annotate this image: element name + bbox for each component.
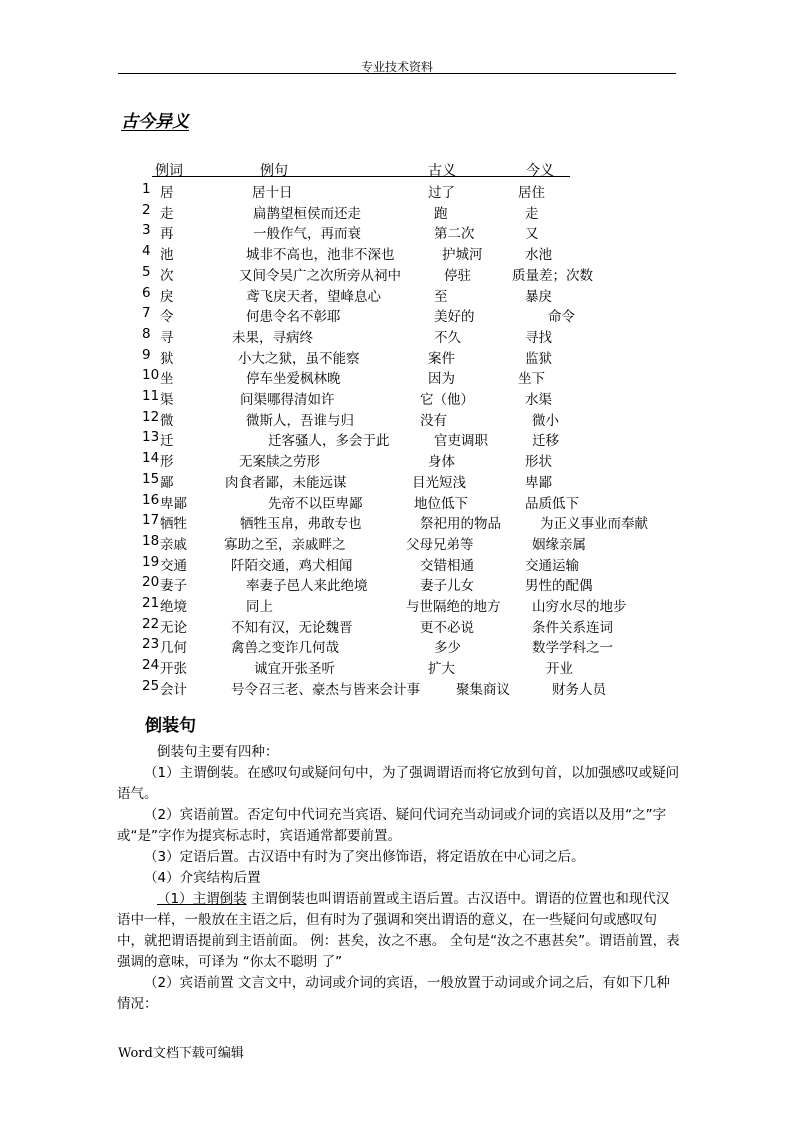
row-number: 21 xyxy=(142,595,160,611)
row-ancient-meaning: 不久 xyxy=(434,329,461,346)
row-number: 25 xyxy=(142,677,160,694)
row-modern-meaning: 形状 xyxy=(525,454,552,471)
row-word: 次 xyxy=(160,267,174,284)
row-word: 池 xyxy=(160,247,174,264)
paragraph-prepositional-postposed: （4）介宾结构后置 xyxy=(144,870,261,886)
row-modern-meaning: 又 xyxy=(525,226,539,243)
table-row xyxy=(0,492,794,513)
row-modern-meaning: 男性的配偶 xyxy=(525,578,593,595)
row-word: 卑鄙 xyxy=(160,495,187,512)
row-modern-meaning: 姻缘亲属 xyxy=(532,536,586,553)
row-ancient-meaning: 父母兄弟等 xyxy=(406,536,474,553)
row-example: 无案牍之劳形 xyxy=(239,454,320,471)
table-row xyxy=(0,554,794,575)
row-ancient-meaning: 地位低下 xyxy=(414,495,468,512)
row-word: 寻 xyxy=(160,329,174,346)
row-modern-meaning: 交通运输 xyxy=(525,557,579,574)
table-row xyxy=(0,471,794,492)
row-example: 居十日 xyxy=(252,185,293,201)
table-row xyxy=(0,636,794,657)
table-row xyxy=(0,574,794,595)
row-example: 停车坐爱枫林晚 xyxy=(246,371,341,388)
row-word: 鄙 xyxy=(160,474,174,491)
table-row xyxy=(0,450,794,471)
row-word: 形 xyxy=(160,454,174,471)
row-ancient-meaning: 至 xyxy=(434,288,448,305)
header-rule xyxy=(118,73,676,74)
row-example: 寡助之至，亲戚畔之 xyxy=(224,536,346,553)
row-word: 牺牲 xyxy=(160,516,187,533)
row-ancient-meaning: 案件 xyxy=(428,350,455,367)
row-word: 无论 xyxy=(160,619,187,636)
row-ancient-meaning: 美好的 xyxy=(434,309,475,326)
row-ancient-meaning: 过了 xyxy=(428,185,455,201)
row-example: 同上 xyxy=(246,599,273,615)
row-word: 几何 xyxy=(160,640,187,657)
row-example: 微斯人，吾谁与归 xyxy=(246,412,354,429)
row-ancient-meaning: 它（他） xyxy=(420,392,474,408)
table-row xyxy=(0,367,794,388)
row-modern-meaning: 迁移 xyxy=(532,433,559,450)
row-number: 9 xyxy=(142,346,151,363)
row-example: 禽兽之变诈几何哉 xyxy=(231,640,339,657)
paragraph-object-preposed-detail: （2）宾语前置 文言文中，动词或介词的宾语，一般放置于动词或介词之后，有如下几种情况： xyxy=(117,975,670,1012)
row-modern-meaning: 财务人员 xyxy=(552,681,606,698)
row-modern-meaning: 微小 xyxy=(532,412,559,429)
table-row xyxy=(0,285,794,306)
table-row xyxy=(0,181,794,202)
row-example: 先帝不以臣卑鄙 xyxy=(268,495,363,512)
row-number: 11 xyxy=(142,388,160,404)
table-row xyxy=(0,222,794,243)
row-example: 未果，寻病终 xyxy=(232,329,313,346)
row-number: 12 xyxy=(142,408,160,425)
table-row xyxy=(0,533,794,554)
row-example: 城非不高也，池非不深也 xyxy=(246,247,395,264)
row-word: 绝境 xyxy=(160,599,187,615)
section-title-ancient-modern: 古今异义 xyxy=(121,112,189,132)
row-number: 23 xyxy=(142,636,160,653)
table-row xyxy=(0,429,794,450)
table-row xyxy=(0,243,794,264)
row-word: 再 xyxy=(160,226,174,243)
col-header-example: 例句 xyxy=(260,163,288,179)
row-word: 狱 xyxy=(160,350,174,367)
section-title-inversion: 倒装句 xyxy=(145,716,196,736)
paragraph-subject-predicate: （1）主谓倒装。在感叹句或疑问句中，为了强调谓语而将它放到句首，以加强感叹或疑问语气。 xyxy=(117,765,680,802)
table-header-rule xyxy=(152,176,570,177)
row-example: 阡陌交通，鸡犬相闻 xyxy=(231,557,353,574)
row-example: 肉食者鄙，未能远谋 xyxy=(225,474,347,491)
row-word: 居 xyxy=(160,185,174,201)
inversion-text xyxy=(117,742,681,1015)
row-ancient-meaning: 与世隔绝的地方 xyxy=(406,599,501,615)
row-modern-meaning: 卑鄙 xyxy=(525,474,552,491)
row-number: 24 xyxy=(142,657,160,674)
page-footer: Word文档下载可编辑 xyxy=(118,1046,244,1061)
row-word: 会计 xyxy=(160,681,187,698)
page-header: 专业技术资料 xyxy=(360,60,433,74)
row-number: 3 xyxy=(142,222,151,239)
row-number: 2 xyxy=(142,201,151,218)
col-header-ancient: 古义 xyxy=(428,163,456,179)
col-header-word: 例词 xyxy=(155,163,183,179)
table-row xyxy=(0,595,794,616)
row-word: 亲戚 xyxy=(160,536,187,553)
row-modern-meaning: 品质低下 xyxy=(525,495,579,512)
row-modern-meaning: 监狱 xyxy=(525,350,552,367)
table-row xyxy=(0,388,794,409)
row-number: 13 xyxy=(142,429,160,446)
row-ancient-meaning: 更不必说 xyxy=(420,619,474,636)
intro-paragraph: 倒装句主要有四种： xyxy=(157,744,279,760)
table-row xyxy=(0,305,794,326)
paragraph-object-preposed: （2）宾语前置。否定句中代词充当宾语、疑问代词充当动词或介词的宾语以及用“之”字或“是”字作为提宾标志时，宾语通常都要前置。 xyxy=(117,807,667,844)
row-modern-meaning: 数学学科之一 xyxy=(532,640,613,657)
subject-predicate-body: 主谓倒装也叫谓语前置或主语后置。古汉语中。谓语的位置也和现代汉语中一样，一般放在主语之后，但有时为了强调和突出谓语的意义，在一些疑问句或感叹句中，就把谓语提前到主语前面。 例：甚矣，汝之不惠。 全句是“汝之不惠甚矣”。谓语前置，表强调的意味，可译为 “你太不聪明 了” xyxy=(117,891,680,970)
row-example: 诚宜开张圣听 xyxy=(254,661,335,678)
row-number: 1 xyxy=(142,181,151,197)
table-row xyxy=(0,678,794,699)
row-modern-meaning: 走 xyxy=(525,205,539,222)
row-modern-meaning: 为正义事业而奉献 xyxy=(540,516,648,533)
row-ancient-meaning: 第二次 xyxy=(434,226,475,243)
row-example: 鸢飞戾天者，望峰息心 xyxy=(246,288,381,305)
row-ancient-meaning: 停驻 xyxy=(444,267,471,284)
row-word: 走 xyxy=(160,205,174,222)
row-number: 17 xyxy=(142,512,160,529)
row-number: 20 xyxy=(142,574,160,591)
row-ancient-meaning: 目光短浅 xyxy=(412,474,466,491)
row-modern-meaning: 寻找 xyxy=(525,329,552,346)
row-word: 妻子 xyxy=(160,578,187,595)
row-number: 5 xyxy=(142,263,151,280)
row-word: 微 xyxy=(160,412,174,429)
row-modern-meaning: 质量差；次数 xyxy=(512,267,593,284)
row-example: 不知有汉，无论魏晋 xyxy=(231,619,353,636)
row-ancient-meaning: 交错相通 xyxy=(420,557,474,574)
row-ancient-meaning: 祭祀用的物品 xyxy=(420,516,501,533)
table-row xyxy=(0,657,794,678)
col-header-modern: 今义 xyxy=(526,163,554,179)
row-number: 14 xyxy=(142,450,160,467)
row-number: 4 xyxy=(142,243,151,260)
paragraph-subject-predicate-detail xyxy=(117,889,681,973)
table-row xyxy=(0,616,794,637)
row-word: 戾 xyxy=(160,288,174,305)
row-number: 10 xyxy=(142,367,160,384)
row-number: 16 xyxy=(142,491,160,508)
row-ancient-meaning: 妻子儿女 xyxy=(420,578,474,595)
row-ancient-meaning: 聚集商议 xyxy=(456,681,510,698)
row-ancient-meaning: 官吏调职 xyxy=(434,433,488,450)
row-number: 8 xyxy=(142,325,151,342)
row-number: 22 xyxy=(142,615,160,632)
row-example: 何患令名不彰耶 xyxy=(246,309,341,326)
row-word: 坐 xyxy=(160,371,174,388)
row-example: 率妻子邑人来此绝境 xyxy=(246,578,368,595)
row-example: 牺牲玉帛，弗敢专也 xyxy=(240,516,362,533)
row-ancient-meaning: 没有 xyxy=(420,412,447,429)
row-modern-meaning: 命令 xyxy=(548,309,575,326)
row-word: 渠 xyxy=(160,392,174,408)
row-number: 19 xyxy=(142,553,160,570)
row-example: 迁客骚人，多会于此 xyxy=(268,433,390,450)
row-word: 交通 xyxy=(160,557,187,574)
row-modern-meaning: 水渠 xyxy=(525,392,552,408)
row-ancient-meaning: 护城河 xyxy=(442,247,483,264)
row-example: 又间令吴广之次所旁从祠中 xyxy=(239,267,401,284)
row-ancient-meaning: 因为 xyxy=(428,371,455,388)
table-row xyxy=(0,409,794,430)
table-row xyxy=(0,326,794,347)
row-modern-meaning: 山穷水尽的地步 xyxy=(532,599,627,615)
row-modern-meaning: 水池 xyxy=(525,247,552,264)
row-number: 6 xyxy=(142,284,151,301)
table-row xyxy=(0,347,794,368)
row-modern-meaning: 开业 xyxy=(546,661,573,678)
paragraph-attributive-postposed: （3）定语后置。古汉语中有时为了突出修饰语，将定语放在中心词之后。 xyxy=(144,849,585,865)
row-number: 7 xyxy=(142,305,151,322)
row-modern-meaning: 坐下 xyxy=(518,371,545,388)
row-modern-meaning: 条件关系连词 xyxy=(532,619,613,636)
table-row xyxy=(0,512,794,533)
table-row xyxy=(0,264,794,285)
row-modern-meaning: 居住 xyxy=(518,185,545,201)
row-word: 令 xyxy=(160,309,174,326)
row-ancient-meaning: 扩大 xyxy=(428,661,455,678)
row-word: 开张 xyxy=(160,661,187,678)
row-ancient-meaning: 多少 xyxy=(434,640,461,657)
row-example: 扁鹊望桓侯而还走 xyxy=(253,205,361,222)
table-row xyxy=(0,202,794,223)
row-modern-meaning: 暴戾 xyxy=(525,288,552,305)
row-example: 问渠哪得清如许 xyxy=(240,392,335,408)
row-number: 15 xyxy=(142,470,160,487)
row-ancient-meaning: 跑 xyxy=(434,205,448,222)
row-example: 小大之狱，虽不能察 xyxy=(238,350,360,367)
row-word: 迁 xyxy=(160,433,174,450)
row-ancient-meaning: 身体 xyxy=(428,454,455,471)
subject-predicate-lead: （1）主谓倒装 xyxy=(157,891,247,907)
row-number: 18 xyxy=(142,532,160,549)
row-example: 号令召三老、豪杰与皆来会计事 xyxy=(231,681,420,698)
row-example: 一般作气，再而衰 xyxy=(253,226,361,243)
